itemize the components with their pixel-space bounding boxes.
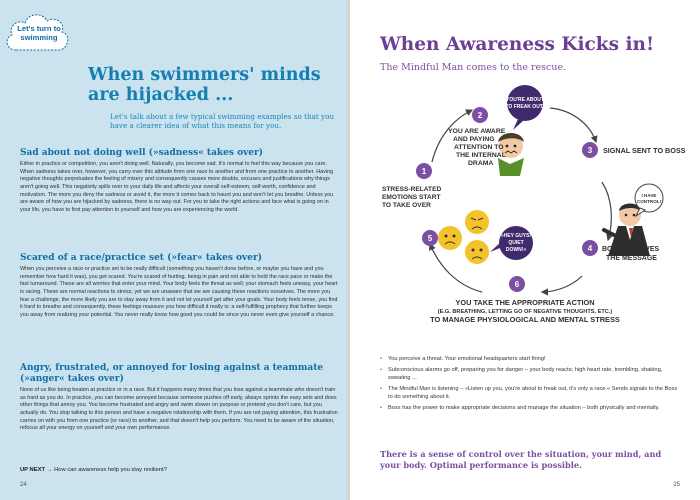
awareness-cycle-diagram	[350, 80, 700, 342]
page-title: When Awareness Kicks in!	[380, 34, 655, 55]
right-page	[350, 0, 700, 500]
step-circle-2	[472, 107, 488, 123]
label-line: ATTENTION TO	[454, 144, 504, 151]
step-number: 2	[477, 111, 483, 120]
label-line: TO MANAGE PHYSIOLOGICAL AND MENTAL STRESS	[430, 315, 620, 324]
label-line: THE MESSAGE	[606, 255, 657, 262]
bubble-text: YOU'RE ABOUT	[506, 97, 544, 103]
step2-label	[448, 128, 506, 167]
step-circle-6	[509, 276, 525, 292]
bullet-item: • You perceive a threat. Your emotional headquarters start firing!	[380, 356, 680, 363]
step-circle-5	[422, 230, 438, 246]
bubble-text: »HEY GUYS!	[500, 233, 532, 239]
bullet-item: • The Mindful Man is listening – »Listen up you, you're about to freak out, it's only a race.« Sends signals to the Boss to do something about it.	[380, 386, 680, 401]
label-line: THE INTERNAL	[456, 152, 506, 159]
arrow-2-to-3	[550, 108, 596, 142]
bullet-item: • Subconscious alarms go off, preparing you for danger – your body reacts; high heart rate, trembling, shaking, sweating ...	[380, 367, 680, 382]
up-next-label: UP NEXT	[20, 467, 46, 473]
section-heading: Sad about not doing well (»sadness« takes over)	[20, 148, 264, 158]
section-body: Either in practice or competition, you aren't doing well. Naturally, you become sad. It's normal to feel this way because you care. When sadness takes over, however, you carry over this attitude from one race to another and from one practice to another. Having negative thoughts perpetuates the feeling of misery and consequently causes more doubts, excuses and justifications why things aren't going well. This negativity spills over to your daily life and affects your overall self-esteem, self-worth, confidence and motivation. The more you deny the sadness or avoid it, the more it comes back to haunt you and won't let you breathe. Unless you are aware of how you are hijacked by sadness, there is no way out. For you to take the right actions and face what is going on in your life, you have to first pay attention to yourself and how you are experiencing the world.	[20, 161, 334, 213]
sad-face-icon	[465, 240, 489, 264]
step-circle-1	[416, 163, 432, 179]
bullet-item: • Boss has the power to make appropriate decisions and manage the situation – both physically and mentally.	[380, 405, 680, 412]
label-line: (E.G. BREATHING, LETTING GO OF NEGATIVE THOUGHTS, ETC.)	[437, 309, 613, 315]
step-circle-4	[582, 240, 598, 256]
bubble-text: DOWN!«	[505, 247, 527, 253]
section-heading: Angry, frustrated, or annoyed for losing against a teammate (»anger« takes over)	[20, 363, 324, 384]
section-anger	[20, 363, 338, 433]
cloud-badge	[2, 6, 72, 58]
speech-bubble-middle	[490, 226, 533, 260]
badge-text: Let's turn to swimming	[17, 24, 61, 42]
up-next[interactable]	[20, 467, 167, 473]
page-title: When swimmers' minds are hijacked ...	[88, 65, 321, 105]
label-line: EMOTIONS START	[382, 194, 441, 201]
angry-face-icon	[465, 210, 489, 234]
step-number: 1	[421, 167, 427, 176]
speech-bubble-top	[505, 85, 544, 130]
page-number-left: 24	[20, 482, 27, 488]
page-subtitle: The Mindful Man comes to the rescue.	[380, 62, 567, 73]
step-circle-3	[582, 142, 598, 158]
step-number: 3	[587, 146, 593, 155]
speech-bubble-boss	[635, 184, 663, 216]
bubble-text: QUIET	[508, 240, 524, 246]
arrow-right-icon: →	[46, 467, 53, 473]
label-line: STRESS-RELATED	[382, 186, 442, 193]
bubble-text: I HAVE	[641, 193, 657, 198]
arrow-4-to-6	[542, 276, 582, 292]
up-next-text: How can awareness help you stay resilient?	[54, 467, 167, 473]
worried-face-icon	[438, 226, 462, 250]
label-line: YOU ARE AWARE	[448, 128, 506, 135]
bubble-text: TO FREAK OUT!	[505, 104, 545, 110]
label-line: AND PAYING	[453, 136, 495, 143]
step-number: 6	[514, 280, 520, 289]
section-body: None of us like being beaten at practice or in a race. But it happens many times that you lose against a teammate who doesn't train as hard as you do. In practice, you can become annoyed because someone pushes off early, always sprints the easy sets and does other things that annoy you. You become frustrated and angry and swim slower on purpose or pretend you don't care, but you actually do. You stop talking to this person and have a negative relationship with them. If you are not paying attention, this frustration carries on with you from one practice (or race) to another, and that doesn't help you perform. You need to be aware of the situation, refocus all your energy on yourself and your own performance.	[20, 387, 338, 432]
section-sadness	[20, 148, 338, 215]
bullet-list	[380, 356, 680, 416]
step1-label	[382, 186, 441, 209]
intro-text: Let's talk about a few typical swimming examples so that you have a clearer idea of what this means for you.	[110, 112, 335, 130]
label-line: BOSS RECEIVES	[602, 246, 660, 253]
emotions-illustration	[438, 210, 489, 264]
step-number: 5	[427, 234, 433, 243]
step-number: 4	[587, 244, 593, 253]
step-action-label	[430, 298, 620, 324]
section-fear	[20, 253, 338, 320]
label-line: TO TAKE OVER	[382, 202, 431, 209]
bubble-text: CONTROL!	[636, 199, 662, 204]
label-line: DRAMA	[468, 160, 494, 167]
page-number-right: 25	[673, 482, 680, 488]
step3-label: SIGNAL SENT TO BOSS	[603, 146, 686, 155]
left-page	[0, 0, 347, 500]
section-heading: Scared of a race/practice set (»fear« takes over)	[20, 253, 263, 263]
label-line: YOU TAKE THE APPROPRIATE ACTION	[455, 298, 595, 307]
conclusion-text: There is a sense of control over the situation, your mind, and your body. Optimal performance is possible.	[380, 449, 662, 470]
section-body: When you perceive a race or practice set to be really difficult (something you haven't done before, or maybe you have and you remember how hard it was), you get scared. You're scared of hurting, being in pain and not able to hold the race pace or make the fast turnaround. These are all worries that enter your mind. Your body feels the threat as well; your stomach feels uneasy, your heart is racing. These are normal reactions to stress, yet we are unaware that we are causing these reactions ourselves. The more you fear a challenge, the more likely you are to stay away from it and not let yourself get after your goals. Your body feels tense, you find it hard to breathe and consequently, these feelings reassure you how difficult it really is: a self-fulfilling prophecy that further keeps you away from realizing your potential. You never really know how good you could be since you never even give yourself a chance.	[20, 266, 338, 318]
